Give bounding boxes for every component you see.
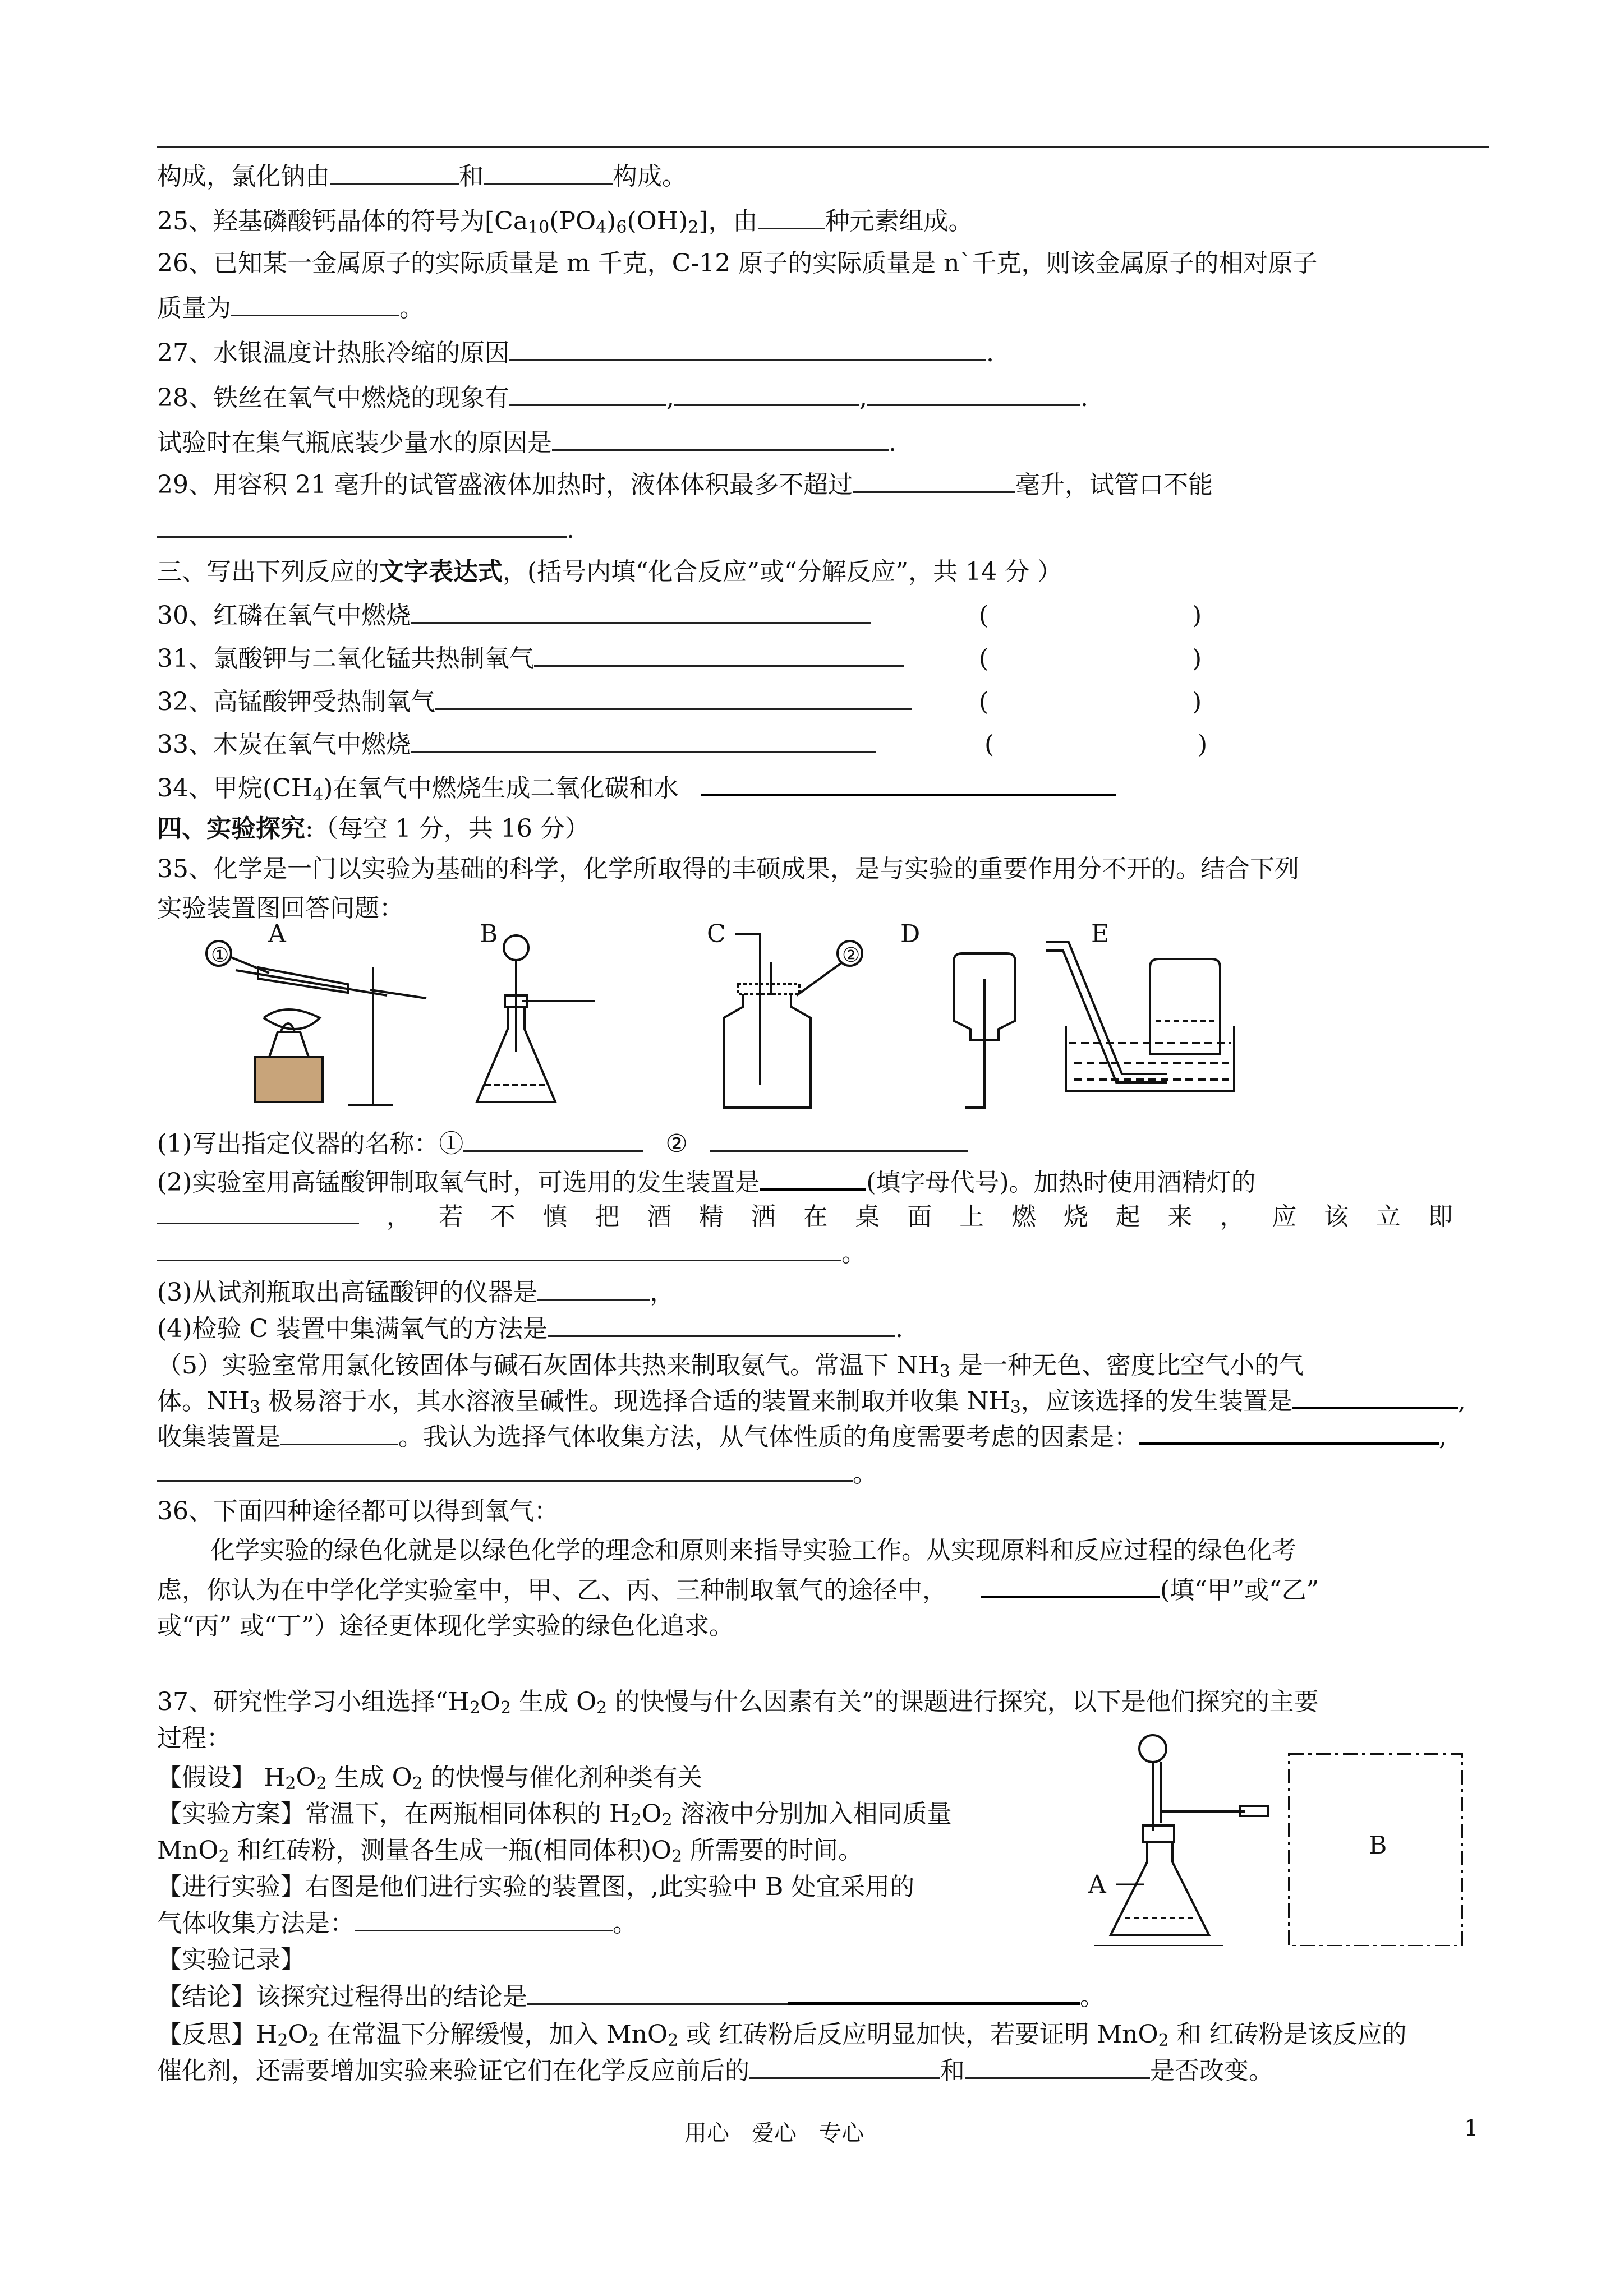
question-36-line4: 或“丙” 或“丁”）途径更体现化学实验的绿色化追求。: [157, 1612, 734, 1640]
apparatus-e: [1046, 942, 1234, 1091]
question-31: 31、氯酸钾与二氧化锰共热制氧气: [157, 642, 904, 676]
part-2: (2)实验室用高锰酸钾制取氧气时，可选用的发生装置是 (填字母代号)。加热时使用酒精灯的: [157, 1165, 1256, 1200]
question-26-cont: 质量为 。: [157, 292, 424, 325]
part-5-line2: 体。$NH_3$ 极易溶于水，其水溶液呈碱性。现选择合适的装置来制取并收集 $NH_3$，应该选择的发生装置是 ,: [157, 1384, 1466, 1424]
question-28b: 试验时在集气瓶底装少量水的原因是 .: [157, 426, 896, 460]
question-37-cont: 过程：: [157, 1724, 231, 1753]
question-30: 30、红磷在氧气中燃烧: [157, 599, 871, 633]
line-l1: 构成，氯化钠由 和 构成。: [157, 160, 687, 193]
apparatus-figure: [202, 923, 1257, 1113]
q31-paren-close: ): [1192, 644, 1202, 673]
q33-paren-close: ): [1198, 730, 1208, 759]
apparatus-d: [954, 953, 1015, 1108]
label-b: B: [480, 923, 498, 948]
part-3: (3)从试剂瓶取出高锰酸钾的仪器是 ，: [157, 1276, 674, 1310]
reflection-cont: 催化剂，还需要增加实验来验证它们在化学反应前后的 和 是否改变。: [157, 2054, 1273, 2088]
question-34: 34、甲烷$(CH_4)$在氧气中燃烧生成二氧化碳和水: [157, 771, 1116, 812]
q33-paren-open: (: [984, 730, 995, 759]
apparatus-a: [236, 967, 426, 1105]
question-27: 27、水银温度计热胀冷缩的原因 .: [157, 336, 994, 370]
question-26: 26、已知某一金属原子的实际质量是 m 千克，C-12 原子的实际质量是 n`千克，则该金属原子的相对原子: [157, 249, 1318, 278]
part-2-end: 。: [157, 1237, 866, 1270]
q30-paren-close: ): [1192, 601, 1202, 630]
question-29-cont: .: [157, 513, 574, 547]
label-d: D: [900, 923, 921, 948]
h2o2-apparatus-figure: [1077, 1733, 1470, 1946]
question-32: 32、高锰酸钾受热制氧气: [157, 685, 912, 719]
question-29: 29、用容积 21 毫升的试管盛液体加热时，液体体积最多不超过 毫升，试管口不能: [157, 468, 1213, 502]
q31-paren-open: (: [979, 644, 989, 673]
mark-2-text: ②: [842, 944, 861, 967]
apparatus-b: [477, 935, 595, 1102]
experiment: 【进行实验】右图是他们进行实验的装置图，,此实验中 B 处宜采用的: [157, 1873, 915, 1901]
label-c: C: [707, 923, 726, 948]
question-36: 36、下面四种途径都可以得到氧气：: [157, 1497, 559, 1525]
question-37: 37、研究性学习小组选择“$H_2O_2$ 生成 $O_2$ 的快慢与什么因素有关”的课题进行探究，以下是他们探究的主要: [157, 1688, 1319, 1718]
part-2-justified: ， 若 不 慎 把 酒 精 洒 在 桌 面 上 燃 烧 起 来 ， 应 该 立 即: [157, 1200, 1453, 1234]
label-e: E: [1091, 923, 1110, 948]
label-a: A: [268, 923, 286, 948]
question-35-cont: 实验装置图回答问题：: [157, 894, 404, 923]
plan: 【实验方案】常温下，在两瓶相同体积的 $H_2O_2$ 溶液中分别加入相同质量: [157, 1800, 952, 1830]
question-36-line3: 虑，你认为在中学化学实验室中，甲、乙、丙、三种制取氧气的途径中， (填“甲”或“乙”: [157, 1573, 1319, 1607]
part-1: (1)写出指定仪器的名称：① ②: [157, 1127, 968, 1161]
section-3-heading: 三、写出下列反应的文字表达式，(括号内填“化合反应”或“分解反应”，共 14 分 ）: [157, 557, 1062, 586]
question-33: 33、木炭在氧气中燃烧: [157, 728, 876, 762]
part-4: (4)检验 C 装置中集满氧气的方法是 .: [157, 1312, 903, 1346]
footer-motto: 用心 爱心 专心: [684, 2120, 864, 2146]
record: 【实验记录】: [157, 1945, 305, 1974]
part-5-line4: 。: [157, 1457, 877, 1491]
box-label-b: B: [1369, 1831, 1387, 1860]
plan-cont: MnO$_2$ 和红砖粉，测量各生成一瓶(相同体积)$O_2$ 所需要的时间。: [157, 1836, 863, 1866]
hypothesis: 【假设】 $H_2O_2$ 生成 $O_2$ 的快慢与催化剂种类有关: [157, 1763, 702, 1794]
reflection: 【反思】$H_2O_2$ 在常温下分解缓慢，加入 MnO$_2$ 或 红砖粉后反应明显加快，若要证明 MnO$_2$ 和 红砖粉是该反应的: [157, 2020, 1407, 2050]
section-4-heading: 四、实验探究:（每空 1 分，共 16 分）: [157, 814, 590, 843]
question-36-line2: 化学实验的绿色化就是以绿色化学的理念和原则来指导实验工作。从实现原料和反应过程的绿色化考: [210, 1536, 1296, 1565]
flask-label-a: A: [1088, 1870, 1106, 1899]
question-28: 28、铁丝在氧气中燃烧的现象有 , , .: [157, 381, 1088, 415]
question-25: 25、羟基磷酸钙晶体的符号为$[Ca_{10}(PO_4)_6(OH)_2]$，由 种元素组成。: [157, 205, 973, 245]
conclusion: 【结论】该探究过程得出的结论是 。: [157, 1980, 1105, 2014]
q32-paren-open: (: [979, 688, 989, 716]
q32-paren-close: ): [1192, 688, 1202, 716]
part-5-line3: 收集装置是 。我认为选择气体收集方法，从气体性质的角度需要考虑的因素是： ,: [157, 1420, 1447, 1454]
page-number: 1: [1464, 2115, 1479, 2141]
top-rule: [157, 146, 1489, 148]
q30-paren-open: (: [979, 601, 989, 630]
question-35: 35、化学是一门以实验为基础的科学，化学所取得的丰硕成果，是与实验的重要作用分不开的。结合下列: [157, 855, 1299, 883]
mark-1-text: ①: [211, 944, 229, 967]
apparatus-c: [724, 934, 862, 1108]
part-5: （5）实验室常用氯化铵固体与碱石灰固体共热来制取氨气。常温下 $NH_3$ 是一种无色、密度比空气小的气: [157, 1351, 1304, 1381]
part-2-cont: [157, 1200, 1453, 1234]
experiment-cont: 气体收集方法是： 。: [157, 1907, 637, 1940]
